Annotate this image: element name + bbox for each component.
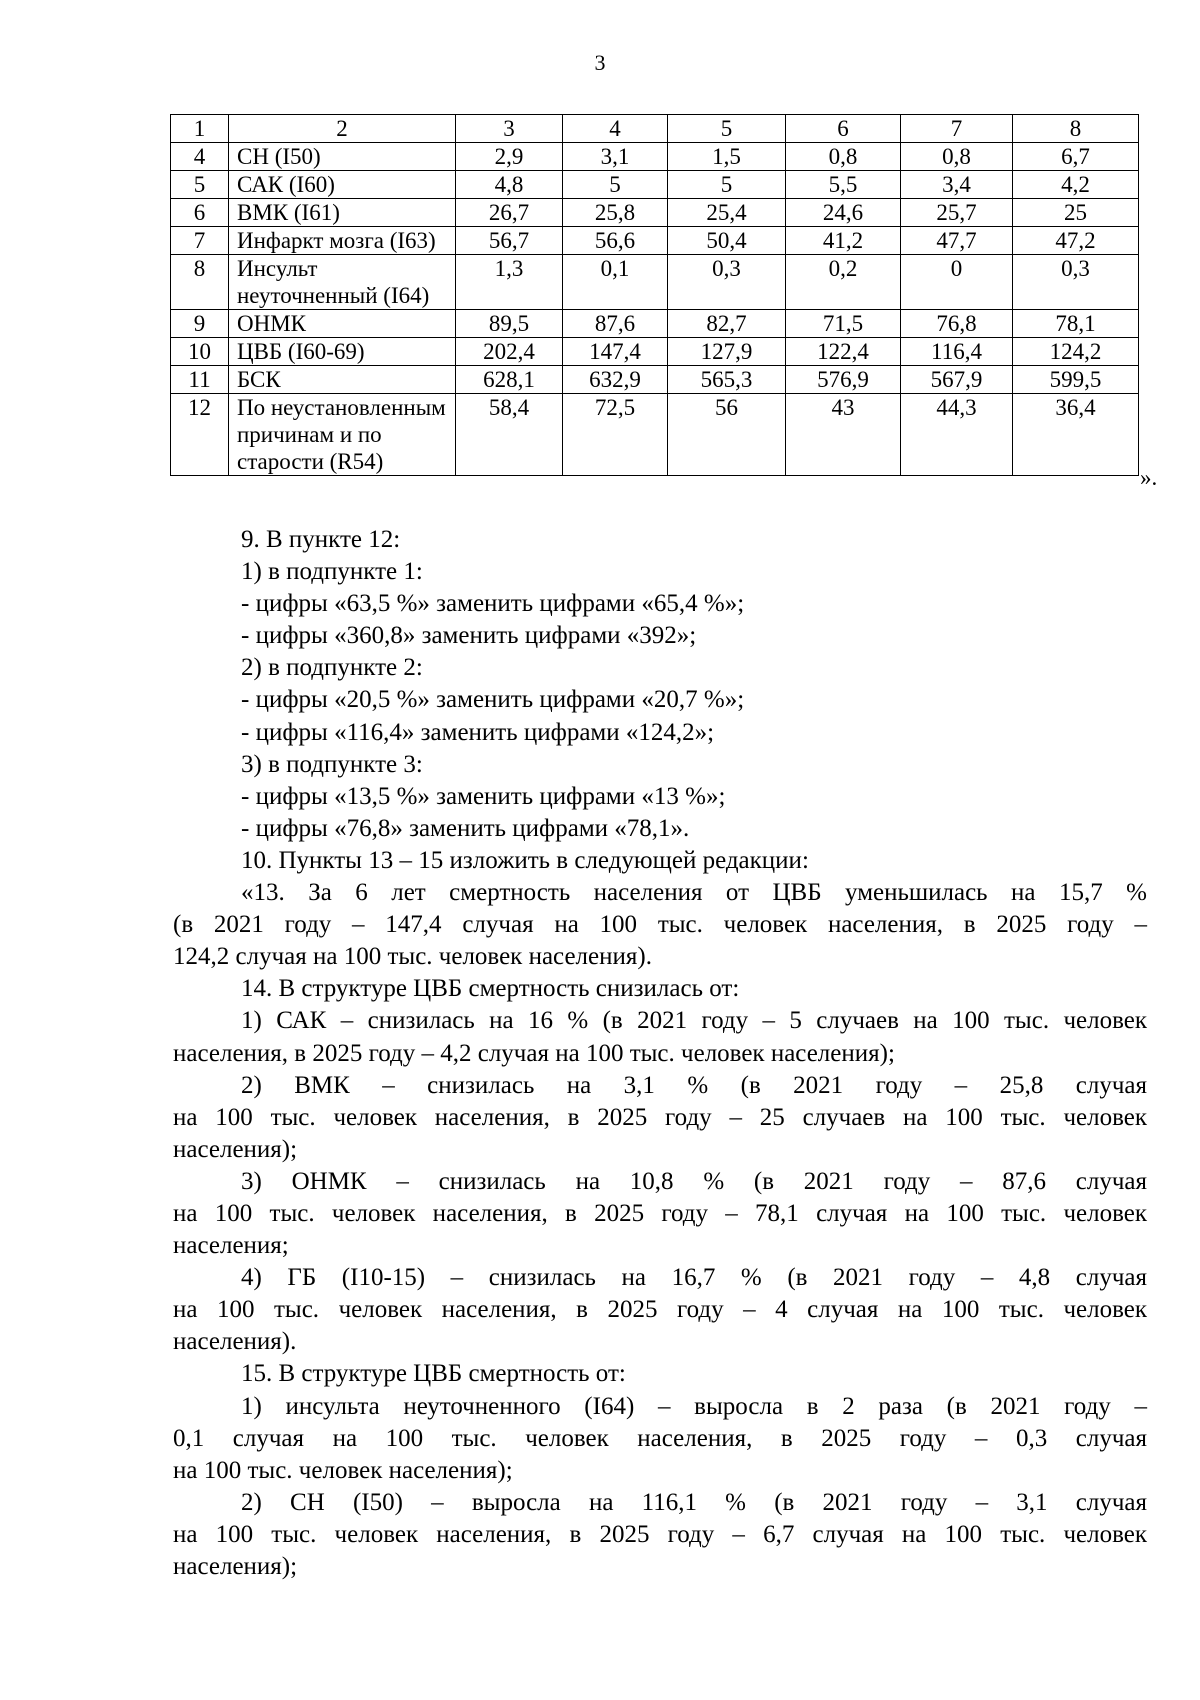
paragraph-line: населения; (173, 1232, 289, 1260)
table-cell: 6 (171, 199, 229, 227)
table-cell: 47,7 (901, 227, 1013, 255)
table-cell: 122,4 (786, 338, 901, 366)
table-row (171, 366, 1139, 394)
table-row (171, 171, 1139, 199)
table-cell: 87,6 (563, 310, 668, 338)
table-cell: 76,8 (901, 310, 1013, 338)
table-cell: 0,3 (1013, 255, 1139, 310)
paragraph-line: 124,2 случая на 100 тыс. человек населения). (173, 943, 652, 971)
table-cell: 58,4 (456, 394, 563, 476)
paragraph-line: (в 2021 году – 147,4 случая на 100 тыс. человек населения, в 2025 году – (173, 911, 1147, 939)
table-cell: 25,4 (668, 199, 786, 227)
table-cell: 8 (171, 255, 229, 310)
table-cell: 47,2 (1013, 227, 1139, 255)
paragraph: 2) в подпункте 2: (241, 654, 423, 682)
paragraph: 3) в подпункте 3: (241, 750, 423, 778)
paragraph: 14. В структуре ЦВБ смертность снизилась от: (241, 975, 740, 1003)
table-closing-quote: ». (1140, 465, 1158, 490)
table-cell: 0,8 (786, 143, 901, 171)
paragraph: - цифры «20,5 %» заменить цифрами «20,7 %»; (241, 686, 745, 714)
table-cell: 5 (171, 171, 229, 199)
table-cell: 72,5 (563, 394, 668, 476)
table-cell: 1,5 (668, 143, 786, 171)
table-cell: 10 (171, 338, 229, 366)
paragraph-line: 0,1 случая на 100 тыс. человек населения, в 2025 году – 0,3 случая (173, 1424, 1147, 1452)
paragraph-line: «13. За 6 лет смертность населения от ЦВБ уменьшилась на 15,7 % (241, 879, 1147, 907)
table-header-row (171, 115, 1139, 143)
paragraph: - цифры «360,8» заменить цифрами «392»; (241, 622, 697, 650)
table-header-cell: 8 (1013, 115, 1139, 143)
table-cell: 632,9 (563, 366, 668, 394)
table-cell: 50,4 (668, 227, 786, 255)
paragraph-line: 1) САК – снизилась на 16 % (в 2021 году – 5 случаев на 100 тыс. человек (241, 1007, 1147, 1035)
table-header-cell: 5 (668, 115, 786, 143)
table-cell: 41,2 (786, 227, 901, 255)
table-cell: 56 (668, 394, 786, 476)
paragraph: 15. В структуре ЦВБ смертность от: (241, 1360, 626, 1388)
table-cell: 5,5 (786, 171, 901, 199)
table-cell: 56,6 (563, 227, 668, 255)
table-row (171, 255, 1139, 310)
table-row (171, 338, 1139, 366)
table-label-cell: ВМК (I61) (229, 199, 456, 227)
table-cell: 6,7 (1013, 143, 1139, 171)
table-cell: 25,7 (901, 199, 1013, 227)
table-header-cell: 1 (171, 115, 229, 143)
table-cell: 11 (171, 366, 229, 394)
table-cell: 5 (668, 171, 786, 199)
table-header-cell: 4 (563, 115, 668, 143)
table-label-cell: САК (I60) (229, 171, 456, 199)
table-label-cell: По неустановленным причинам и по старости (R54) (229, 394, 456, 476)
table-row (171, 143, 1139, 171)
table-cell: 565,3 (668, 366, 786, 394)
table-cell: 2,9 (456, 143, 563, 171)
paragraph-line: на 100 тыс. человек населения); (173, 1456, 513, 1484)
document-body (173, 524, 1147, 1583)
table-cell: 3,1 (563, 143, 668, 171)
paragraph-line: на 100 тыс. человек населения, в 2025 году – 25 случаев на 100 тыс. человек (173, 1103, 1147, 1131)
table-cell: 26,7 (456, 199, 563, 227)
table-cell: 36,4 (1013, 394, 1139, 476)
table-header-cell: 6 (786, 115, 901, 143)
table-body (171, 115, 1139, 476)
table-cell: 0,3 (668, 255, 786, 310)
table-cell: 0,2 (786, 255, 901, 310)
table-header-cell: 7 (901, 115, 1013, 143)
table-cell: 1,3 (456, 255, 563, 310)
table-label-cell: СН (I50) (229, 143, 456, 171)
table-cell: 7 (171, 227, 229, 255)
table-cell: 0,1 (563, 255, 668, 310)
table-cell: 4 (171, 143, 229, 171)
table-row (171, 199, 1139, 227)
mortality-table (170, 114, 1139, 476)
table-cell: 12 (171, 394, 229, 476)
paragraph-line: 2) ВМК – снизилась на 3,1 % (в 2021 году – 25,8 случая (241, 1071, 1147, 1099)
table-label-cell: ОНМК (229, 310, 456, 338)
table-label-cell: БСК (229, 366, 456, 394)
table-row (171, 394, 1139, 476)
paragraph: 9. В пункте 12: (241, 526, 401, 553)
table-label-cell: ЦВБ (I60-69) (229, 338, 456, 366)
table-cell: 628,1 (456, 366, 563, 394)
paragraph-line: на 100 тыс. человек населения, в 2025 году – 4 случая на 100 тыс. человек (173, 1296, 1147, 1324)
paragraph-line: 2) СН (I50) – выросла на 116,1 % (в 2021 году – 3,1 случая (241, 1488, 1147, 1516)
table-cell: 44,3 (901, 394, 1013, 476)
paragraph-line: населения); (173, 1135, 298, 1163)
table-cell: 147,4 (563, 338, 668, 366)
table-cell: 0,8 (901, 143, 1013, 171)
table-cell: 82,7 (668, 310, 786, 338)
table-label-cell: Инфаркт мозга (I63) (229, 227, 456, 255)
table-cell: 78,1 (1013, 310, 1139, 338)
paragraph: - цифры «116,4» заменить цифрами «124,2»; (241, 718, 715, 746)
paragraph-line: населения). (173, 1328, 297, 1356)
table-cell: 567,9 (901, 366, 1013, 394)
table-cell: 43 (786, 394, 901, 476)
table-cell: 25,8 (563, 199, 668, 227)
table-label-cell: Инсульт неуточненный (I64) (229, 255, 456, 310)
table-header-cell: 2 (229, 115, 456, 143)
table-cell: 4,2 (1013, 171, 1139, 199)
table-cell: 202,4 (456, 338, 563, 366)
table-header-cell: 3 (456, 115, 563, 143)
table-cell: 25 (1013, 199, 1139, 227)
table-cell: 3,4 (901, 171, 1013, 199)
paragraph-line: 3) ОНМК – снизилась на 10,8 % (в 2021 году – 87,6 случая (241, 1167, 1147, 1195)
table-cell: 89,5 (456, 310, 563, 338)
table-cell: 0 (901, 255, 1013, 310)
page-number: 3 (594, 50, 606, 75)
paragraph: 10. Пункты 13 – 15 изложить в следующей редакции: (241, 846, 809, 874)
table-cell: 4,8 (456, 171, 563, 199)
table-cell: 24,6 (786, 199, 901, 227)
paragraph: 1) в подпункте 1: (241, 558, 423, 586)
paragraph-line: населения); (173, 1553, 298, 1580)
table-cell: 71,5 (786, 310, 901, 338)
table-cell: 56,7 (456, 227, 563, 255)
paragraph-line: на 100 тыс. человек населения, в 2025 году – 78,1 случая на 100 тыс. человек (173, 1199, 1147, 1227)
paragraph: - цифры «76,8» заменить цифрами «78,1». (241, 814, 690, 842)
table-cell: 5 (563, 171, 668, 199)
table-cell: 9 (171, 310, 229, 338)
paragraph-line: населения, в 2025 году – 4,2 случая на 100 тыс. человек населения); (173, 1039, 895, 1067)
paragraph-line: на 100 тыс. человек населения, в 2025 году – 6,7 случая на 100 тыс. человек (173, 1520, 1147, 1548)
paragraph-line: 1) инсульта неуточненного (I64) – выросла в 2 раза (в 2021 году – (241, 1392, 1147, 1420)
paragraph: - цифры «63,5 %» заменить цифрами «65,4 %»; (241, 590, 745, 618)
table-cell: 116,4 (901, 338, 1013, 366)
table-cell: 127,9 (668, 338, 786, 366)
table-cell: 576,9 (786, 366, 901, 394)
paragraph-line: 4) ГБ (I10-15) – снизилась на 16,7 % (в 2021 году – 4,8 случая (241, 1264, 1147, 1292)
table-cell: 599,5 (1013, 366, 1139, 394)
table-row (171, 310, 1139, 338)
table-row (171, 227, 1139, 255)
table-cell: 124,2 (1013, 338, 1139, 366)
paragraph: - цифры «13,5 %» заменить цифрами «13 %»; (241, 782, 726, 810)
